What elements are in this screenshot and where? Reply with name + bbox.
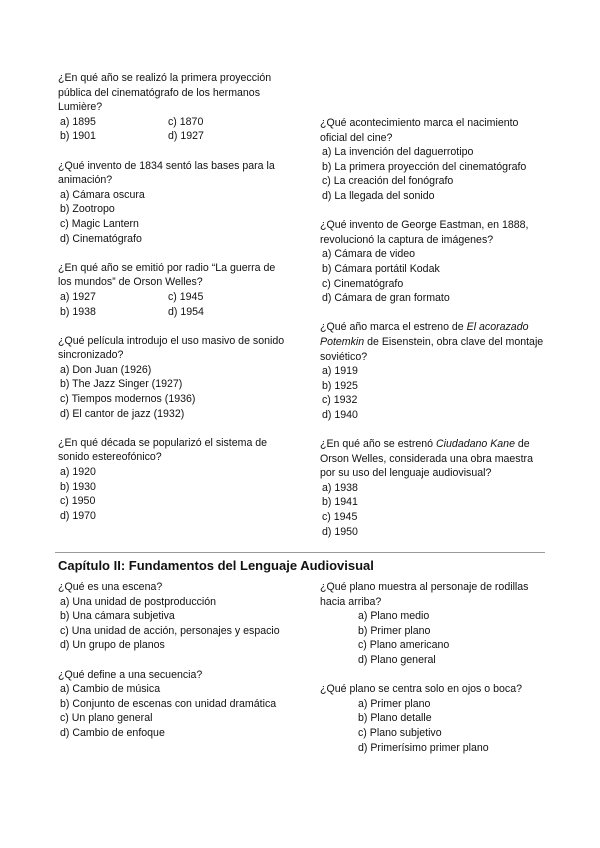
chapter2-right-column bbox=[320, 580, 548, 770]
question-guerra-mundos bbox=[58, 261, 288, 319]
option: c) Un plano general bbox=[60, 712, 153, 725]
option: b) La primera proyección del cinematógrafo bbox=[322, 160, 527, 173]
option: b) 1901 bbox=[60, 130, 96, 143]
question-text-end: de Orson Welles, considerada una obra maestra por su uso del lenguaje audiovisual? bbox=[320, 438, 533, 480]
option: d) Primerísimo primer plano bbox=[358, 741, 489, 754]
option: d) Cinematógrafo bbox=[60, 232, 142, 245]
option: c) Una unidad de acción, personajes y espacio bbox=[60, 624, 280, 637]
option: c) 1945 bbox=[168, 290, 204, 303]
option: b) Conjunto de escenas con unidad dramática bbox=[60, 697, 277, 710]
option: a) 1919 bbox=[322, 365, 358, 378]
question-eastman bbox=[320, 218, 548, 306]
question-plano-ojos bbox=[320, 682, 548, 755]
question-text-end: de Eisenstein, obra clave del montaje soviético? bbox=[320, 335, 544, 363]
option: b) Primer plano bbox=[358, 624, 431, 637]
chapter1-right-column bbox=[320, 116, 548, 554]
option: a) Don Juan (1926) bbox=[60, 363, 152, 376]
option: d) Plano general bbox=[358, 653, 436, 666]
option: d) La llegada del sonido bbox=[322, 189, 435, 202]
option: a) Una unidad de postproducción bbox=[60, 595, 217, 608]
question-text-start: ¿Qué año marca el estreno de bbox=[320, 321, 467, 334]
option: c) Magic Lantern bbox=[60, 217, 139, 230]
chapter-heading: Capítulo II: Fundamentos del Lenguaje Audiovisual bbox=[58, 558, 374, 573]
option: d) Cámara de gran formato bbox=[322, 292, 450, 305]
question-text: ¿Qué invento de 1834 sentó las bases para la animación? bbox=[58, 159, 275, 187]
option: d) Un grupo de planos bbox=[60, 639, 165, 652]
option: b) Plano detalle bbox=[358, 712, 432, 725]
option: d) 1954 bbox=[168, 305, 204, 318]
option: c) Plano americano bbox=[358, 639, 450, 652]
option: d) 1940 bbox=[322, 408, 358, 421]
chapter1-left-column bbox=[58, 71, 288, 538]
option: a) 1938 bbox=[322, 481, 358, 494]
option: b) 1930 bbox=[60, 480, 96, 493]
question-text: ¿En qué década se popularizó el sistema de sonido estereofónico? bbox=[58, 436, 268, 464]
question-text-start: ¿En qué año se estrenó bbox=[320, 438, 437, 451]
option: d) 1950 bbox=[322, 525, 358, 538]
option: c) 1870 bbox=[168, 115, 204, 128]
option: b) The Jazz Singer (1927) bbox=[60, 378, 183, 391]
question-text bbox=[320, 437, 548, 481]
option: d) 1970 bbox=[60, 509, 96, 522]
question-ciudadano-kane bbox=[320, 437, 548, 539]
question-sonido-estereo bbox=[58, 436, 288, 524]
film-title: El acorazado Potemkin bbox=[320, 321, 529, 348]
option: a) Cámara oscura bbox=[60, 188, 145, 201]
question-text: ¿Qué plano se centra solo en ojos o boca? bbox=[320, 683, 523, 696]
question-sonido-sincronizado bbox=[58, 334, 288, 422]
option: a) Primer plano bbox=[358, 697, 431, 710]
option: c) 1945 bbox=[322, 511, 358, 524]
option: b) Cámara portátil Kodak bbox=[322, 262, 440, 275]
chapter2-left-column bbox=[58, 580, 298, 755]
question-text: ¿Qué acontecimiento marca el nacimiento oficial del cine? bbox=[320, 117, 519, 144]
question-text: ¿En qué año se realizó la primera proyección pública del cinematógrafo de los hermanos Lumière? bbox=[58, 72, 272, 114]
question-text: ¿Qué es una escena? bbox=[58, 581, 163, 593]
question-lumiere bbox=[58, 71, 288, 144]
option: c) Plano subjetivo bbox=[358, 726, 442, 739]
question-text: ¿Qué película introdujo el uso masivo de sonido sincronizado? bbox=[58, 334, 285, 362]
question-potemkin bbox=[320, 320, 548, 422]
question-text: ¿Qué define a una secuencia? bbox=[58, 668, 203, 681]
option: a) 1920 bbox=[60, 466, 96, 479]
question-text: ¿Qué invento de George Eastman, en 1888, revolucionó la captura de imágenes? bbox=[320, 219, 529, 246]
option: c) 1950 bbox=[60, 495, 96, 508]
question-plano-rodillas bbox=[320, 580, 548, 668]
option: a) La invención del daguerrotipo bbox=[322, 146, 474, 159]
question-text: ¿Qué plano muestra al personaje de rodillas hacia arriba? bbox=[320, 581, 529, 608]
option: b) 1941 bbox=[322, 496, 358, 509]
question-nacimiento-cine bbox=[320, 116, 548, 204]
question-text bbox=[320, 320, 548, 364]
option: d) El cantor de jazz (1932) bbox=[60, 407, 185, 420]
option: c) La creación del fonógrafo bbox=[322, 175, 454, 188]
option: b) 1925 bbox=[322, 379, 358, 392]
question-invento-1834 bbox=[58, 159, 288, 247]
option: d) 1927 bbox=[168, 130, 204, 143]
section-divider bbox=[55, 552, 545, 553]
film-title: Ciudadano Kane bbox=[436, 438, 515, 451]
question-text: ¿En qué año se emitió por radio “La guerra de los mundos” de Orson Welles? bbox=[58, 261, 276, 289]
option: a) Cambio de música bbox=[60, 683, 161, 696]
question-escena bbox=[58, 580, 298, 653]
option: b) Una cámara subjetiva bbox=[60, 610, 175, 623]
option: c) Cinematógrafo bbox=[322, 277, 404, 290]
option: a) Cámara de video bbox=[322, 248, 416, 261]
question-secuencia bbox=[58, 668, 298, 741]
option: a) 1927 bbox=[60, 290, 96, 303]
option: a) Plano medio bbox=[358, 610, 430, 623]
option: c) Tiempos modernos (1936) bbox=[60, 393, 196, 406]
option: b) Zootropo bbox=[60, 203, 115, 216]
option: a) 1895 bbox=[60, 115, 96, 128]
option: b) 1938 bbox=[60, 305, 96, 318]
option: d) Cambio de enfoque bbox=[60, 726, 165, 739]
option: c) 1932 bbox=[322, 394, 358, 407]
